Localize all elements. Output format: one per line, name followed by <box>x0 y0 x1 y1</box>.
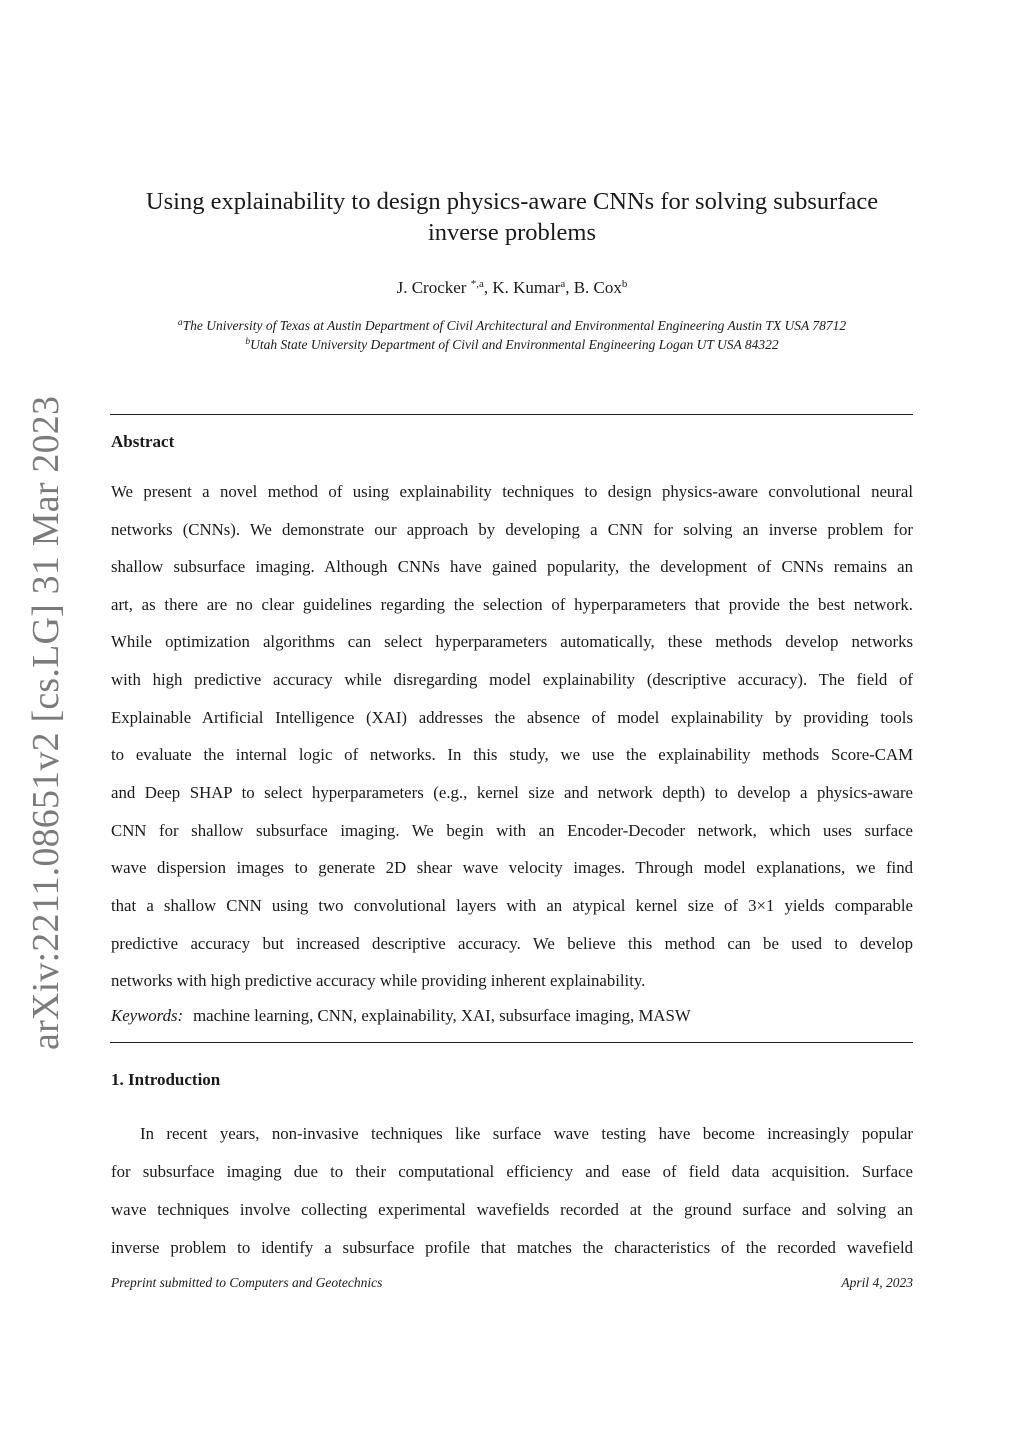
author-2-name: , K. Kumar <box>483 278 561 297</box>
keywords-line <box>111 1004 913 1028</box>
footer-preprint-note: Preprint submitted to Computers and Geotechnics <box>111 1275 383 1290</box>
affiliation-a-mark: a <box>177 318 183 328</box>
author-3-affiliation-mark: b <box>621 278 628 290</box>
affiliation-b-text: Utah State University Department of Civil and Environmental Engineering Logan UT USA 84322 <box>250 337 779 352</box>
author-list <box>112 277 912 299</box>
abstract-line: to evaluate the internal logic of networks. In this study, we use the explainability methods Score-CAM <box>111 745 913 764</box>
abstract-line: and Deep SHAP to select hyperparameters (e.g., kernel size and network depth) to develop a physics-aware <box>111 783 913 802</box>
abstract-line: with high predictive accuracy while disregarding model explainability (descriptive accuracy). The field of <box>111 670 913 689</box>
abstract-top-rule <box>110 414 913 415</box>
abstract-line: wave dispersion images to generate 2D shear wave velocity images. Through model explanations, we find <box>111 858 913 877</box>
keywords-label: Keywords: <box>111 1006 184 1025</box>
affiliation-b <box>112 336 912 354</box>
section-heading-introduction: 1. Introduction <box>111 1070 221 1089</box>
intro-line: In recent years, non-invasive techniques like surface wave testing have become increasingly popular <box>140 1124 913 1143</box>
intro-line: for subsurface imaging due to their computational efficiency and ease of field data acquisition. Surface <box>111 1162 913 1181</box>
author-3-name: , B. Cox <box>565 278 622 297</box>
abstract-line: art, as there are no clear guidelines regarding the selection of hyperparameters that provide the best network. <box>111 595 913 614</box>
abstract-line: While optimization algorithms can select hyperparameters automatically, these methods develop networks <box>111 632 913 651</box>
intro-line: inverse problem to identify a subsurface profile that matches the characteristics of the recorded wavefield <box>111 1238 913 1257</box>
affiliation-b-mark: b <box>245 337 251 347</box>
author-1-name: J. Crocker <box>396 278 471 297</box>
intro-line: wave techniques involve collecting experimental wavefields recorded at the ground surface and solving an <box>111 1200 913 1219</box>
keywords-text: machine learning, CNN, explainability, XAI, subsurface imaging, MASW <box>193 1006 691 1025</box>
paper-title-line-2: inverse problems <box>427 219 597 246</box>
abstract-line: predictive accuracy but increased descriptive accuracy. We believe this method can be used to develop <box>111 934 913 953</box>
abstract-line: that a shallow CNN using two convolutional layers with an atypical kernel size of 3×1 yields comparable <box>111 896 913 915</box>
abstract-line: We present a novel method of using explainability techniques to design physics-aware convolutional neural <box>111 482 913 501</box>
abstract-line: networks with high predictive accuracy while providing inherent explainability. <box>111 971 646 990</box>
abstract-heading: Abstract <box>111 432 175 451</box>
abstract-bottom-rule <box>110 1042 913 1043</box>
affiliation-a-text: The University of Texas at Austin Department of Civil Architectural and Environmental Engineering Austin TX USA 78712 <box>182 318 847 333</box>
arxiv-identifier-stamp: arXiv:2211.08651v2 [cs.LG] 31 Mar 2023 <box>25 395 67 1050</box>
footer-date: April 4, 2023 <box>841 1275 913 1290</box>
paper-title-line-1: Using explainability to design physics-aware CNNs for solving subsurface <box>145 188 879 215</box>
author-2-affiliation-mark: a <box>560 278 566 290</box>
author-1-affiliation-mark: *,a <box>470 278 484 290</box>
abstract-line: networks (CNNs). We demonstrate our approach by developing a CNN for solving an inverse problem for <box>111 520 913 539</box>
affiliation-a <box>112 317 912 335</box>
abstract-line: shallow subsurface imaging. Although CNNs have gained popularity, the development of CNNs remains an <box>111 557 913 576</box>
abstract-line: Explainable Artificial Intelligence (XAI) addresses the absence of model explainability by providing tools <box>111 708 913 727</box>
abstract-line: CNN for shallow subsurface imaging. We begin with an Encoder-Decoder network, which uses surface <box>111 821 913 840</box>
